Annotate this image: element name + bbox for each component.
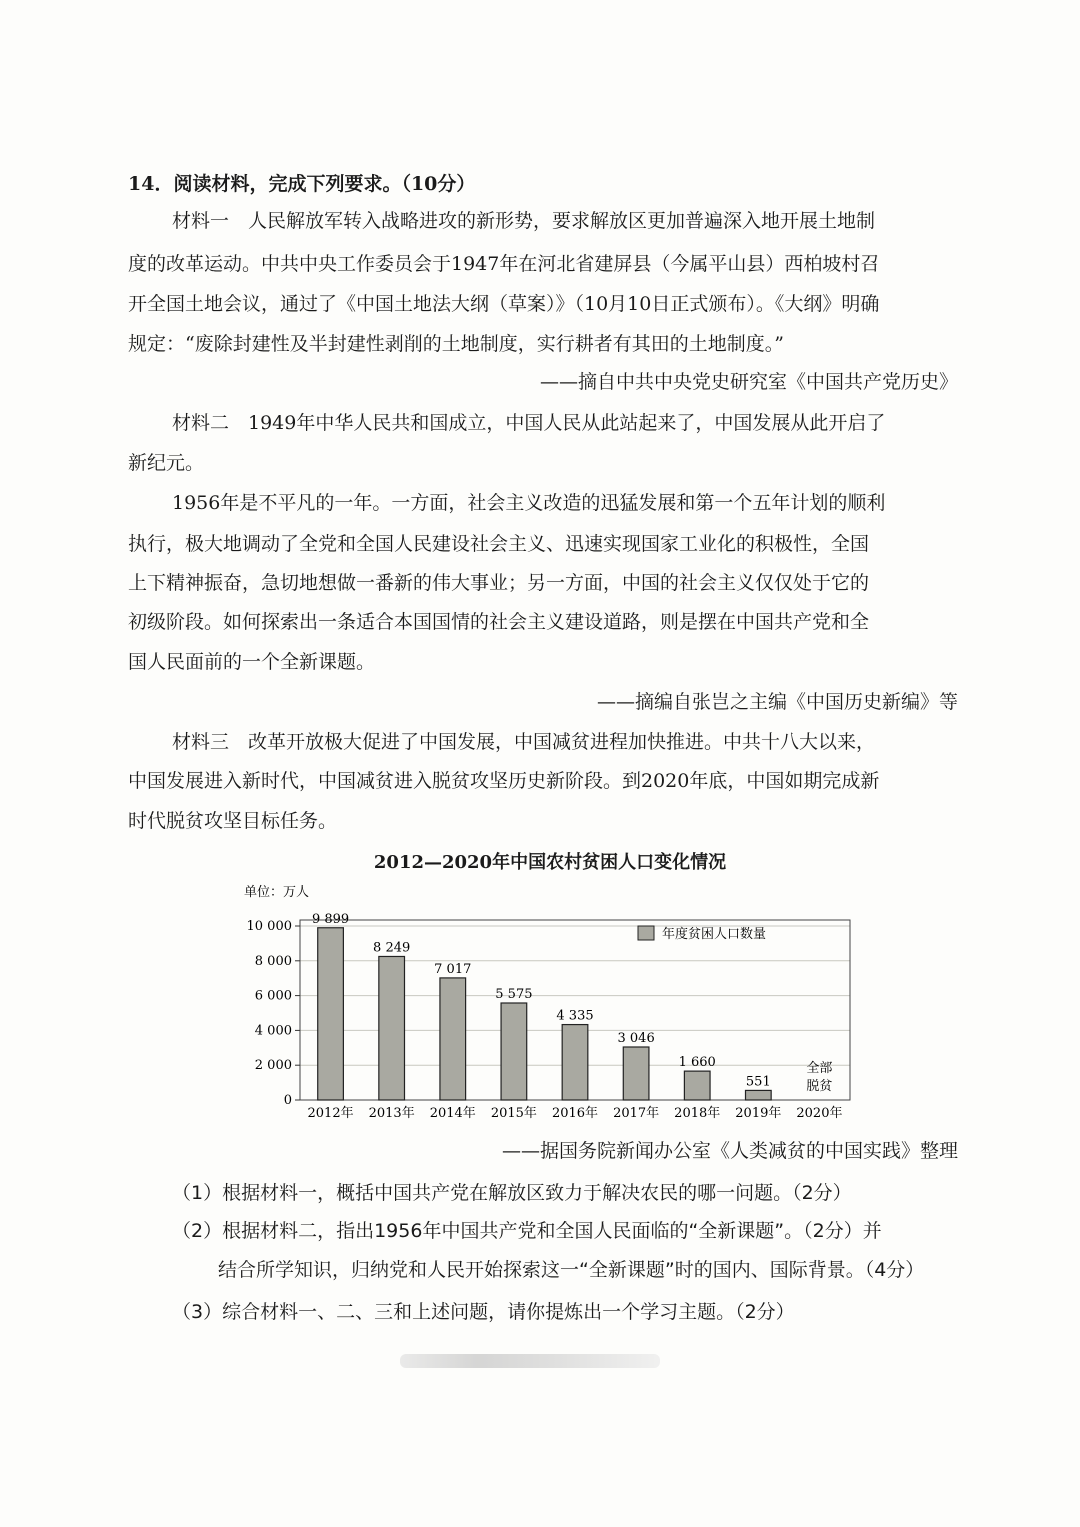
page-footer-smudge: [400, 1354, 660, 1368]
y-tick-label: 2 000: [254, 1058, 292, 1074]
bar: [623, 1047, 649, 1100]
x-tick-label: 2013年: [368, 1106, 415, 1121]
bar-value-label: 7 017: [434, 961, 472, 977]
material2-line: 新纪元。: [128, 452, 205, 474]
legend-swatch: [638, 926, 654, 940]
bar-value-label: 脱贫: [806, 1079, 833, 1094]
bar-value-label: 551: [745, 1074, 771, 1090]
bar-value-label: 8 249: [373, 940, 411, 956]
material2-paragraph-line: 上下精神振奋，急切地想做一番新的伟大事业；另一方面，中国的社会主义仅仅处于它的: [128, 572, 870, 594]
x-tick-label: 2018年: [674, 1106, 721, 1121]
sub-question-2-continued: 结合所学知识，归纳党和人民开始探索这一“全新课题”时的国内、国际背景。（4分）: [218, 1259, 925, 1281]
bar-value-label: 9 899: [311, 911, 350, 927]
material2-paragraph-line: 国人民面前的一个全新课题。: [128, 651, 376, 673]
sub-question-2: （2）根据材料二，指出1956年中国共产党和全国人民面临的“全新课题”。（2分）并: [172, 1220, 882, 1242]
bar-value-label: 4 335: [556, 1008, 594, 1024]
chart-legend: [638, 926, 766, 942]
question-title: 14．阅读材料，完成下列要求。（10分）: [128, 173, 476, 195]
y-tick-label: 10 000: [246, 919, 292, 934]
material3-line: 时代脱贫攻坚目标任务。: [128, 810, 338, 832]
legend-label: 年度贫困人口数量: [662, 927, 767, 942]
x-tick-label: 2014年: [429, 1106, 476, 1121]
material3-line: 中国发展进入新时代，中国减贫进入脱贫攻坚历史新阶段。到2020年底，中国如期完成新: [128, 770, 880, 792]
y-tick-label: 4 000: [254, 1023, 292, 1039]
material2-paragraph-line: 执行，极大地调动了全党和全国人民建设社会主义、迅速实现国家工业化的积极性，全国: [128, 533, 870, 555]
x-tick-label: 2017年: [613, 1106, 660, 1121]
y-axis-ticks: [247, 919, 301, 1108]
material1-line: 材料一 人民解放军转入战略进攻的新形势，要求解放区更加普遍深入地开展土地制: [172, 210, 876, 232]
bar: [746, 1090, 772, 1100]
x-tick-label: 2019年: [735, 1106, 782, 1121]
material1-line: 规定：“废除封建性及半封建性剥削的土地制度，实行耕者有其田的土地制度。”: [128, 333, 784, 355]
chart-unit-label: 单位：万人: [244, 885, 310, 900]
x-tick-label: 2015年: [490, 1106, 537, 1121]
y-tick-label: 8 000: [254, 953, 292, 969]
bar: [440, 978, 466, 1100]
bar-value-label: 全部: [806, 1061, 833, 1076]
x-tick-label: 2012年: [307, 1106, 354, 1121]
bar-value-label: 5 575: [495, 986, 533, 1002]
sub-question-1: （1）根据材料一，概括中国共产党在解放区致力于解决农民的哪一问题。（2分）: [172, 1182, 852, 1204]
y-tick-label: 6 000: [254, 988, 292, 1004]
material1-line: 开全国土地会议，通过了《中国土地法大纲（草案）》（10月10日正式颁布）。《大纲》明确: [128, 293, 880, 315]
sub-question-3: （3）综合材料一、二、三和上述问题，请你提炼出一个学习主题。（2分）: [172, 1301, 795, 1323]
material2-paragraph-line: 1956年是不平凡的一年。一方面，社会主义改造的迅猛发展和第一个五年计划的顺利: [172, 492, 886, 514]
material3-line: 材料三 改革开放极大促进了中国发展，中国减贫进程加快推进。中共十八大以来，: [172, 731, 876, 753]
x-tick-label: 2020年: [796, 1106, 843, 1121]
poverty-bar-chart: [240, 878, 860, 1128]
material2-paragraph-line: 初级阶段。如何探索出一条适合本国国情的社会主义建设道路，则是摆在中国共产党和全: [128, 611, 870, 633]
x-tick-label: 2016年: [551, 1106, 599, 1121]
source3: ——据国务院新闻办公室《人类减贫的中国实践》整理: [501, 1140, 958, 1162]
bar-value-label: 1 660: [678, 1055, 716, 1071]
bar: [562, 1025, 588, 1100]
bar: [318, 928, 344, 1100]
bar: [684, 1071, 710, 1100]
bar: [501, 1003, 527, 1100]
material1-line: 度的改革运动。中共中央工作委员会于1947年在河北省建屏县（今属平山县）西柏坡村召: [128, 253, 880, 275]
chart-title: 2012—2020年中国农村贫困人口变化情况: [373, 852, 727, 873]
y-tick-label: 0: [283, 1093, 292, 1108]
x-axis-labels: [308, 1105, 843, 1121]
source1: ——摘自中共中央党史研究室《中国共产党历史》: [539, 371, 958, 393]
source2: ——摘编自张岂之主编《中国历史新编》等: [596, 691, 958, 713]
material2-line: 材料二 1949年中华人民共和国成立，中国人民从此站起来了，中国发展从此开启了: [172, 412, 886, 434]
bar-value-label: 3 046: [617, 1030, 655, 1046]
bar: [379, 956, 405, 1100]
